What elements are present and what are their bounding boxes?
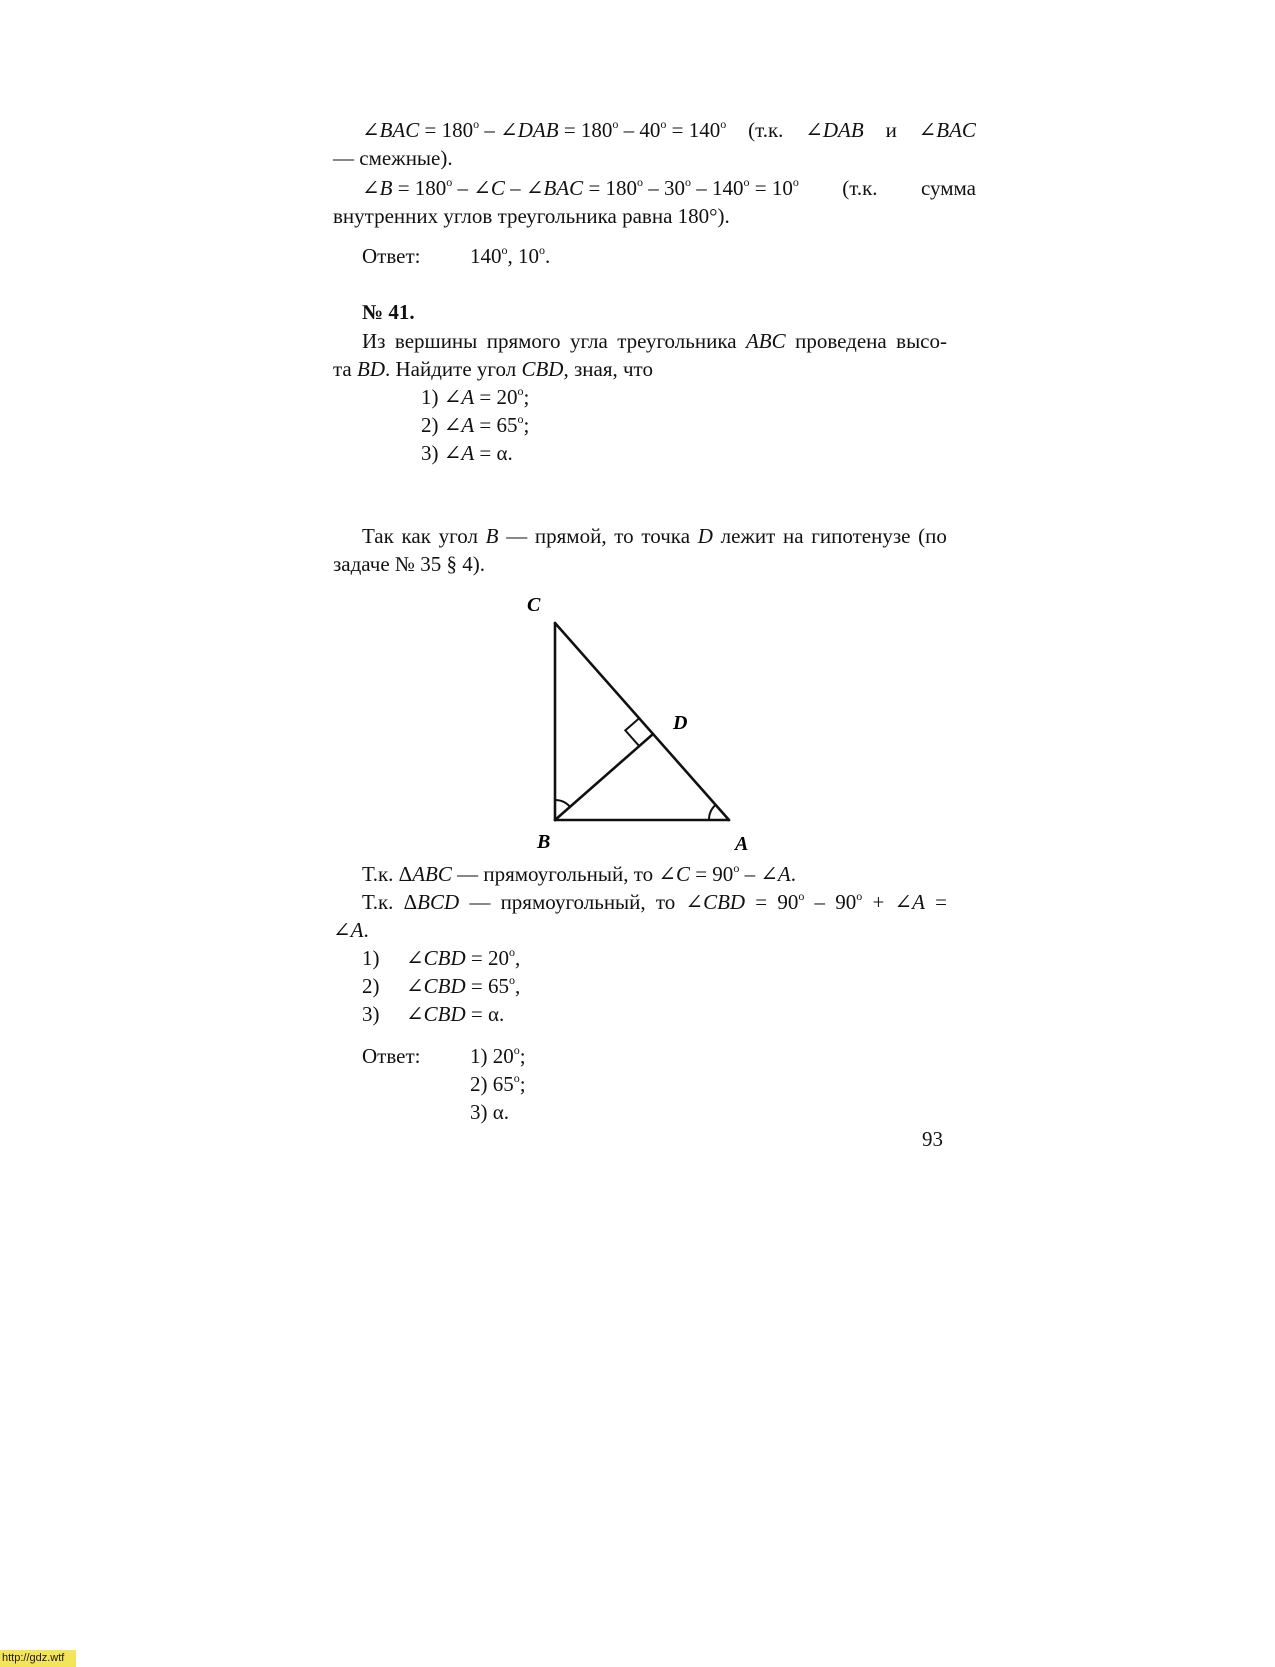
label-a: A [735,833,749,853]
answer-value: 140$^o$, 10$^o$. [470,243,551,268]
label-b: B [537,831,551,853]
right-angle-mark-d [625,718,639,746]
case-1: 1) ∠A = $20^o$; [421,384,530,409]
solution-answer-1: Ответ: 1) 20$^o$; [362,1043,526,1068]
page-number: 93 [922,1127,943,1151]
solution-answer-3: 3) α. [470,1100,509,1124]
result-1: 1) ∠CBD = $20^o$, [362,945,521,970]
problem-text-2: та BD. Найдите угол CBD, зная, что [333,357,653,381]
label-c: C [527,594,541,616]
prev-line-2: ∠B = $180^o$ – ∠C – ∠BAC = $180^o - 30^o - 140^o = 10^o$ (т.к. сумма [362,175,976,200]
solution-step-2: Т.к. ΔBCD — прямоугольный, то ∠CBD = 90$^o$ – 90$^o$ + ∠A = [362,889,947,914]
case-3: 3) ∠A = α. [421,441,513,465]
solution-step-2b: ∠A. [333,918,369,942]
prev-line-1: ∠BAC = $180^o$ – ∠DAB = $180^o - 40^o = 140^o$ (т.к. ∠DAB и ∠BAC [362,117,976,142]
prev-answer [362,242,550,270]
result-2: 2) ∠CBD = $65^o$, [362,973,521,998]
problem-text-1: Из вершины прямого угла треугольника ABC проведена высо- [362,329,947,353]
answer-label: Ответ: [362,1044,421,1068]
angle-arc-b [555,800,570,807]
answer-label: Ответ: [362,244,421,268]
label-d: D [673,712,688,734]
prev-line-2b: внутренних углов треугольника равна 180°). [333,204,730,228]
triangle-figure [515,583,775,853]
solution-intro-1: Так как угол B — прямой, то точка D лежит на гипотенузе (по [362,524,947,548]
case-2: 2) ∠A = $65^o$; [421,412,530,437]
prev-line-1b: — смежные). [333,146,453,170]
hypotenuse-ca [555,623,729,820]
watermark-link[interactable]: http://gdz.wtf [0,1650,76,1667]
result-3: 3) ∠CBD = α. [362,1002,505,1026]
problem-number: № 41. [362,300,415,324]
solution-intro-2: задаче № 35 § 4). [333,552,485,576]
solution-answer-2: 2) 65$^o$; [470,1071,526,1096]
angle-arc-a [709,805,716,820]
solution-step-1: Т.к. ΔABC — прямоугольный, то ∠C = $90^o$ – ∠A. [362,861,796,886]
